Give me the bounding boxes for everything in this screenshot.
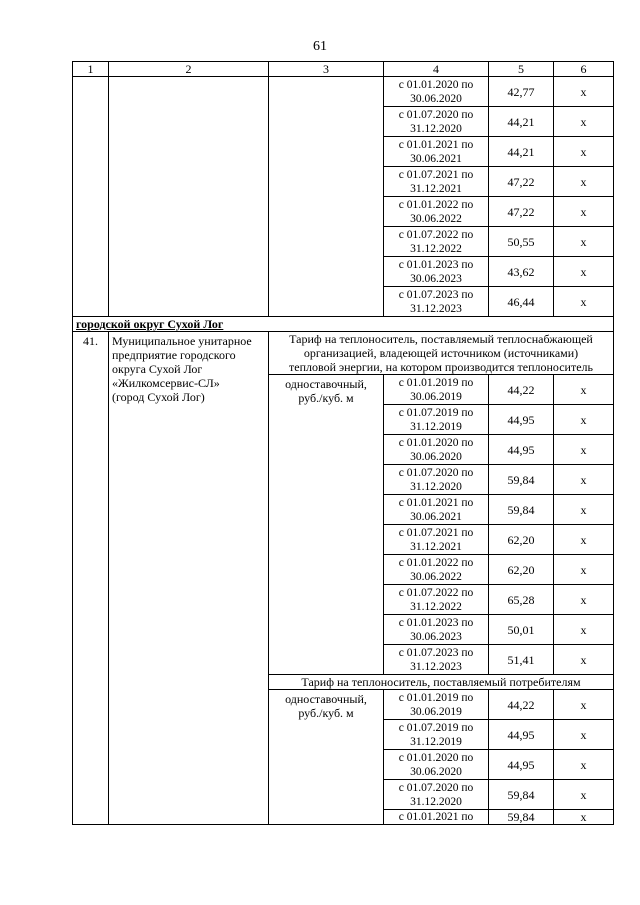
period-cell (384, 810, 489, 825)
value-cell: 50,55 (489, 227, 554, 257)
text-line: с 01.01.2019 по (398, 691, 474, 704)
text-line: 31.12.2023 (410, 660, 462, 673)
mark-cell: х (554, 810, 614, 825)
mark-cell: х (554, 585, 614, 615)
mark-cell: х (554, 257, 614, 287)
text-line: с 01.01.2021 по (398, 496, 474, 509)
period-cell (384, 287, 489, 317)
tariff2-unit (269, 690, 384, 825)
mark-cell: х (554, 167, 614, 197)
text-line: 30.06.2019 (410, 390, 462, 403)
value-cell: 59,84 (489, 495, 554, 525)
period-cell (384, 555, 489, 585)
text-line: 30.06.2021 (410, 152, 462, 165)
period-cell (384, 77, 489, 107)
category-row (73, 317, 614, 332)
text-line: с 01.07.2019 по (398, 406, 474, 419)
text-line: организацией, владеющей источником (источниками) (303, 346, 579, 360)
text-line: округа Сухой Лог (112, 362, 203, 376)
mark-cell: х (554, 287, 614, 317)
mark-cell: х (554, 137, 614, 167)
period-cell (384, 525, 489, 555)
mark-cell: х (554, 690, 614, 720)
text-line: 30.06.2022 (410, 570, 462, 583)
value-cell: 44,22 (489, 690, 554, 720)
mark-cell: х (554, 615, 614, 645)
period-cell (384, 375, 489, 405)
text-line: 30.06.2020 (410, 765, 462, 778)
value-cell: 47,22 (489, 167, 554, 197)
period-cell (384, 137, 489, 167)
mark-cell: х (554, 780, 614, 810)
text-line: 30.06.2022 (410, 212, 462, 225)
text-line: руб./куб. м (298, 391, 354, 405)
text-line: 31.12.2019 (410, 420, 462, 433)
header-cell: 1 (73, 62, 109, 77)
text-line: 30.06.2021 (410, 510, 462, 523)
period-cell (384, 780, 489, 810)
mark-cell: х (554, 720, 614, 750)
period-cell (384, 690, 489, 720)
header-cell: 4 (384, 62, 489, 77)
text-line: 31.12.2020 (410, 480, 462, 493)
text-line: с 01.01.2023 по (398, 616, 474, 629)
value-cell: 43,62 (489, 257, 554, 287)
value-cell: 59,84 (489, 465, 554, 495)
mark-cell: х (554, 375, 614, 405)
text-line: 31.12.2022 (410, 600, 462, 613)
period-cell (384, 107, 489, 137)
num-cell-empty (73, 77, 109, 317)
value-cell: 47,22 (489, 197, 554, 227)
tariff1-title (269, 332, 614, 375)
mark-cell: х (554, 555, 614, 585)
text-line: с 01.01.2021 по (398, 138, 474, 151)
period-cell (384, 227, 489, 257)
text-line: «Жилкомсервис-СЛ» (112, 376, 220, 390)
category-title: городской округ Сухой Лог (73, 317, 614, 332)
mark-cell: х (554, 645, 614, 675)
mark-cell: х (554, 227, 614, 257)
tariff-table-body (73, 62, 614, 825)
text-line: 31.12.2021 (410, 540, 462, 553)
tariff1-title-row (73, 332, 614, 375)
header-cell: 3 (269, 62, 384, 77)
period-cell (384, 645, 489, 675)
text-line: с 01.01.2020 по (398, 436, 474, 449)
mark-cell: х (554, 197, 614, 227)
text-line: Муниципальное унитарное (112, 334, 252, 348)
period-cell (384, 435, 489, 465)
header-cell: 5 (489, 62, 554, 77)
tariff2-title: Тариф на теплоноситель, поставляемый потребителям (269, 675, 614, 690)
text-line: 30.06.2023 (410, 272, 462, 285)
period-cell (384, 167, 489, 197)
text-line: 31.12.2019 (410, 735, 462, 748)
value-cell: 44,95 (489, 750, 554, 780)
text-line: с 01.01.2022 по (398, 556, 474, 569)
period-cell (384, 750, 489, 780)
value-cell: 59,84 (489, 780, 554, 810)
header-cell: 6 (554, 62, 614, 77)
value-cell: 62,20 (489, 555, 554, 585)
value-cell: 50,01 (489, 615, 554, 645)
value-cell: 51,41 (489, 645, 554, 675)
mark-cell: х (554, 465, 614, 495)
text-line: с 01.01.2021 по (398, 811, 474, 823)
text-line: с 01.01.2023 по (398, 258, 474, 271)
period-cell (384, 720, 489, 750)
period-cell (384, 465, 489, 495)
text-line: с 01.07.2021 по (398, 526, 474, 539)
period-cell (384, 495, 489, 525)
text-line: с 01.01.2022 по (398, 198, 474, 211)
text-line: 30.06.2019 (410, 705, 462, 718)
value-cell: 44,95 (489, 720, 554, 750)
org-number: 41. (73, 332, 109, 825)
period-cell (384, 585, 489, 615)
text-line: с 01.01.2019 по (398, 376, 474, 389)
table-row (73, 77, 614, 107)
page-number: 61 (313, 39, 327, 54)
text-line: одноставочный, (285, 377, 367, 391)
value-cell: 59,84 (489, 810, 554, 825)
text-line: с 01.07.2020 по (398, 466, 474, 479)
header-cell: 2 (109, 62, 269, 77)
text-line: с 01.07.2020 по (398, 108, 474, 121)
value-cell: 44,21 (489, 107, 554, 137)
text-line: тепловой энергии, на котором производится теплоноситель (289, 360, 593, 374)
text-line: (город Сухой Лог) (112, 390, 205, 404)
mark-cell: х (554, 435, 614, 465)
tariff-table (72, 61, 614, 825)
text-line: с 01.07.2021 по (398, 168, 474, 181)
text-line: с 01.07.2022 по (398, 228, 474, 241)
mark-cell: х (554, 525, 614, 555)
text-line: с 01.07.2023 по (398, 288, 474, 301)
mark-cell: х (554, 495, 614, 525)
text-line: с 01.07.2020 по (398, 781, 474, 794)
text-line: 31.12.2023 (410, 302, 462, 315)
period-cell (384, 405, 489, 435)
text-line: руб./куб. м (298, 706, 354, 720)
text-line: 30.06.2023 (410, 630, 462, 643)
tariff1-unit (269, 375, 384, 675)
text-line: с 01.01.2020 по (398, 751, 474, 764)
value-cell: 44,95 (489, 435, 554, 465)
header-row (73, 62, 614, 77)
value-cell: 46,44 (489, 287, 554, 317)
value-cell: 62,20 (489, 525, 554, 555)
unit-cell-empty (269, 77, 384, 317)
text-line: 31.12.2020 (410, 795, 462, 808)
value-cell: 44,22 (489, 375, 554, 405)
text-line: Тариф на теплоноситель, поставляемый теплоснабжающей (289, 332, 593, 346)
text-line: 30.06.2020 (410, 450, 462, 463)
text-line: 31.12.2021 (410, 182, 462, 195)
period-cell (384, 615, 489, 645)
text-line: с 01.07.2019 по (398, 721, 474, 734)
mark-cell: х (554, 77, 614, 107)
text-line: 30.06.2020 (410, 92, 462, 105)
text-line: одноставочный, (285, 692, 367, 706)
mark-cell: х (554, 405, 614, 435)
value-cell: 44,95 (489, 405, 554, 435)
value-cell: 65,28 (489, 585, 554, 615)
text-line: с 01.07.2022 по (398, 586, 474, 599)
value-cell: 44,21 (489, 137, 554, 167)
org-name (109, 332, 269, 825)
period-cell (384, 197, 489, 227)
mark-cell: х (554, 107, 614, 137)
value-cell: 42,77 (489, 77, 554, 107)
mark-cell: х (554, 750, 614, 780)
text-line: 31.12.2022 (410, 242, 462, 255)
text-line: 31.12.2020 (410, 122, 462, 135)
text-line: с 01.07.2023 по (398, 646, 474, 659)
org-cell-empty (109, 77, 269, 317)
text-line: с 01.01.2020 по (398, 78, 474, 91)
period-cell (384, 257, 489, 287)
text-line: предприятие городского (112, 348, 236, 362)
